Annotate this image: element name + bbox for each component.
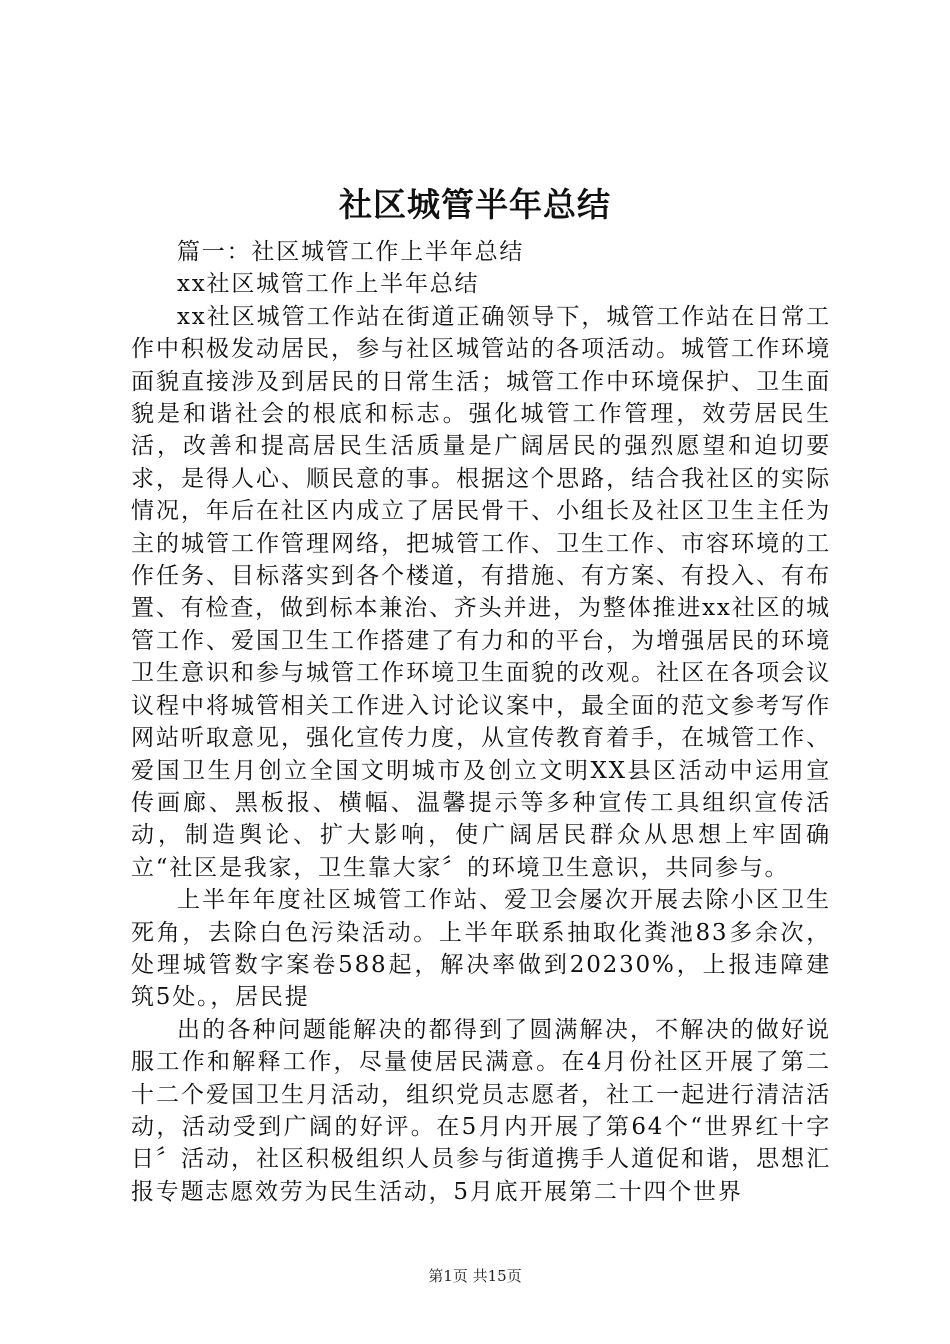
- document-body: [131, 236, 831, 1208]
- section-subheading: xx社区城管工作上半年总结: [177, 271, 480, 298]
- body-paragraph: 上半年年度社区城管工作站、爱卫会屡次开展去除小区卫生死角，去除白色污染活动。上半年联系抽取化粪池83多余次，处理城管数字案卷588起，解决率做到20230%，上报违障建筑5处。，居民提: [131, 887, 831, 1011]
- body-paragraph: 出的各种问题能解决的都得到了圆满解决，不解决的做好说服工作和解释工作，尽量使居民满意。在4月份社区开展了第二十二个爱国卫生月活动，组织党员志愿者，社工一起进行清洁活动，活动受到广阔的好评。在5月内开展了第64个“世界红十字日〞活动，社区积极组织人员参与街道携手人道促和谐，思想汇报专题志愿效劳为民生活动，5月底开展第二十四个世界: [131, 1016, 831, 1205]
- section-heading: 篇一：社区城管工作上半年总结: [177, 239, 525, 265]
- page-footer: 第1页 共15页: [428, 1267, 522, 1285]
- document-title: 社区城管半年总结: [339, 185, 611, 224]
- body-paragraph: xx社区城管工作站在街道正确领导下，城管工作站在日常工作中积极发动居民，参与社区城管站的各项活动。城管工作环境面貌直接涉及到居民的日常生活；城管工作中环境保护、卫生面貌是和谐社会的根底和标志。强化城管工作管理，效劳居民生活，改善和提高居民生活质量是广阔居民的强烈愿望和迫切要求，是得人心、顺民意的事。根据这个思路，结合我社区的实际情况，年后在社区内成立了居民骨干、小组长及社区卫生主任为主的城管工作管理网络，把城管工作、卫生工作、市容环境的工作任务、目标落实到各个楼道，有措施、有方案、有投入、有布置、有检查，做到标本兼治、齐头并进，为整体推进xx社区的城管工作、爱国卫生工作搭建了有力和的平台，为增强居民的环境卫生意识和参与城管工作环境卫生面貌的改观。社区在各项会议议程中将城管相关工作进入讨论议案中，最全面的范文参考写作网站听取意见，强化宣传力度，从宣传教育着手，在城管工作、爱国卫生月创立全国文明城市及创立文明XX县区活动中运用宣传画廊、黑板报、横幅、温馨提示等多种宣传工具组织宣传活动，制造舆论、扩大影响，使广阔居民群众从思想上牢固确立“社区是我家，卫生靠大家〞的环境卫生意识，共同参与。: [131, 303, 831, 881]
